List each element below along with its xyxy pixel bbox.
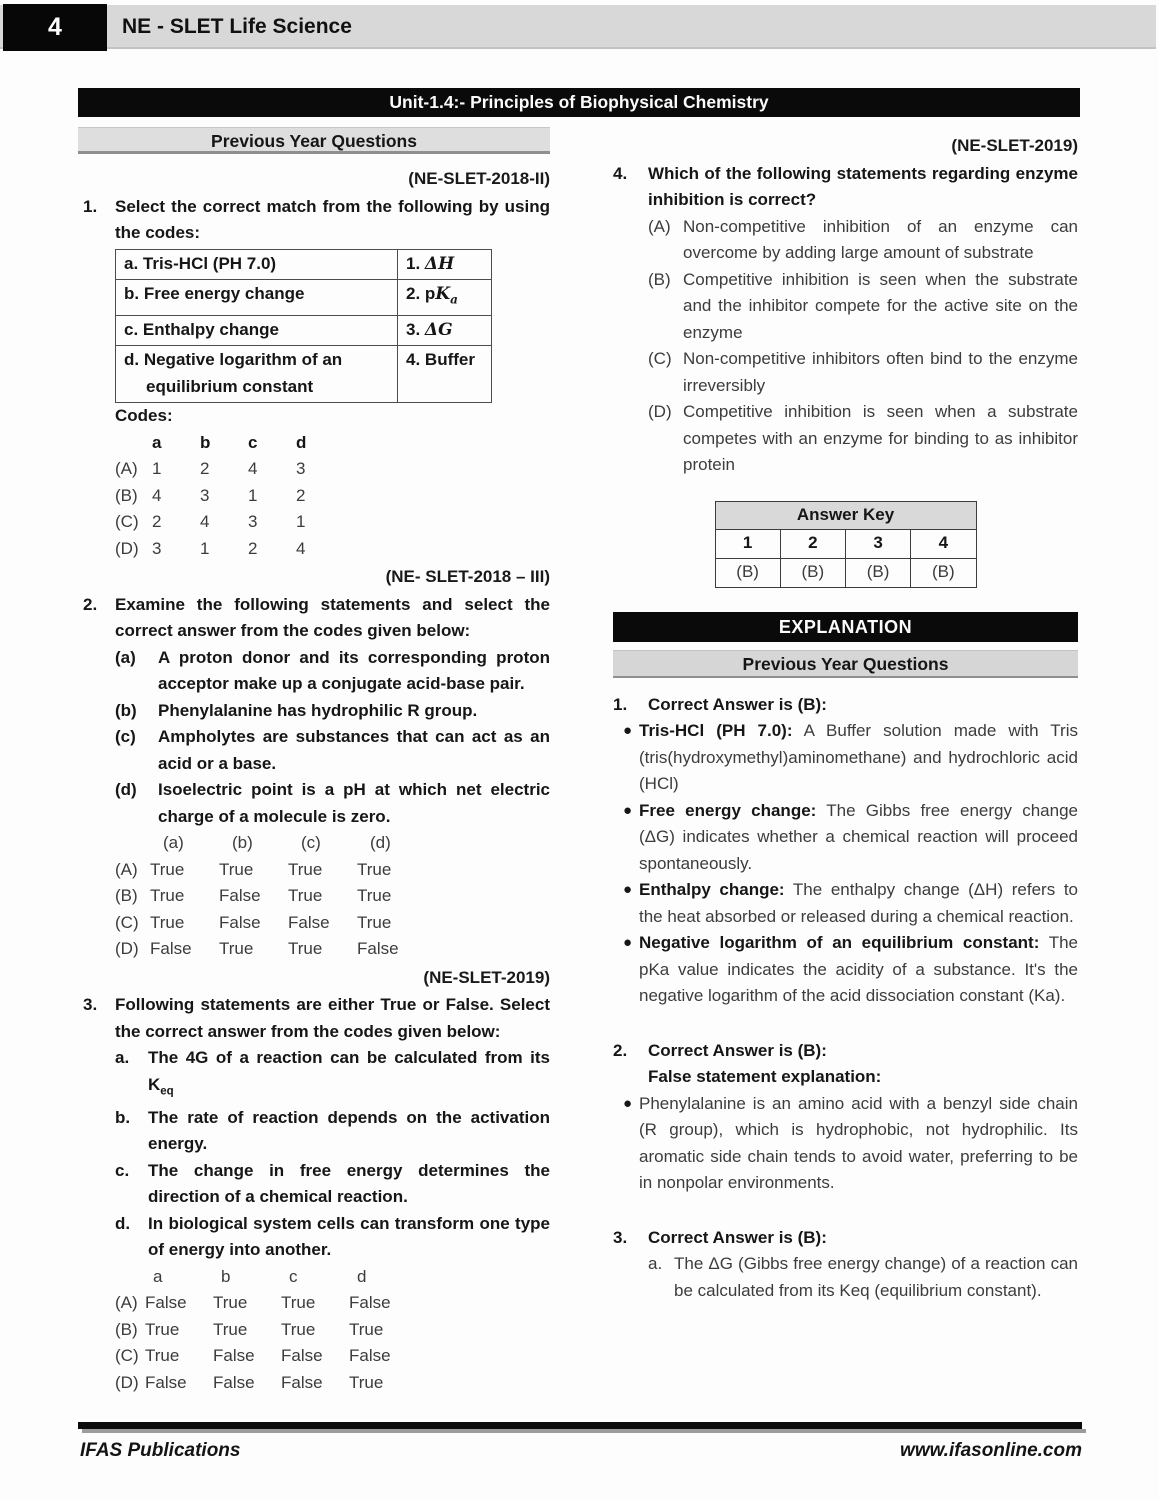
- option-b: (B) Competitive inhibition is seen when the substrate and the inhibitor compete for the active site on the enzyme: [648, 269, 1078, 342]
- match-right-cell: 2. $pK_a$: [398, 280, 492, 316]
- question-4: [613, 161, 1078, 479]
- codes-row: (D) 3 1 2 4: [115, 538, 306, 558]
- bullet-icon: ●: [623, 801, 633, 819]
- answer-key-values: (B) (B) (B) (B): [715, 558, 976, 587]
- option-a: (A) Non-competitive inhibition of an enzyme can overcome by adding large amount of substrate: [648, 216, 1078, 262]
- explanation-3-heading: 3. Correct Answer is (B):: [613, 1227, 827, 1247]
- codes-row: (A) True True True True: [115, 859, 392, 879]
- explanation-3-item: a. The ΔG (Gibbs free energy change) of a reaction can be calculated from its Keq (equilibrium constant).: [648, 1254, 1078, 1300]
- statement: d. In biological system cells can transform one type of energy into another.: [115, 1213, 550, 1260]
- codes-row: (D) False True True False: [115, 939, 399, 959]
- statement: (a) A proton donor and its corresponding proton acceptor make up a conjugate acid-base pair.: [115, 647, 550, 694]
- codes-row: (B) True True True True: [115, 1319, 384, 1339]
- q1-codes-label: Codes:: [115, 406, 173, 426]
- book-title: NE - SLET Life Science: [122, 15, 352, 38]
- codes-row: (A) False True True False: [115, 1293, 391, 1313]
- q3-text: Following statements are either True or False. Select the correct answer from the codes given below:: [115, 995, 550, 1041]
- footer-divider-shadow: [82, 1429, 1086, 1433]
- explanation-2-subheading: False statement explanation:: [648, 1067, 882, 1086]
- footer-divider: [78, 1422, 1082, 1429]
- bullet-icon: ●: [623, 722, 633, 739]
- match-right-cell: 1. ΔH: [398, 249, 492, 280]
- question-3: [78, 992, 550, 1396]
- answer-key-table: [715, 501, 977, 588]
- answer-key-numbers: 1 2 3 4: [715, 529, 976, 558]
- table-row: [116, 346, 492, 403]
- option-d: (D) Competitive inhibition is seen when a substrate competes with an enzyme for binding to as inhibitor protein: [648, 402, 1078, 474]
- statement: c. The change in free energy determines the direction of a chemical reaction.: [115, 1160, 550, 1207]
- codes-row: (B) True False True True: [115, 886, 392, 906]
- q2-codes-grid: [115, 830, 550, 963]
- q4-number: 4.: [613, 163, 628, 183]
- publisher-website: www.ifasonline.com: [900, 1440, 1082, 1461]
- bullet-icon: ●: [623, 934, 633, 951]
- previous-year-questions-header: Previous Year Questions: [78, 127, 550, 154]
- explanation-2-heading: 2. Correct Answer is (B):: [613, 1040, 827, 1060]
- keq-formula: $K_{eq}$: [148, 1074, 174, 1098]
- codes-header-row: a b c d: [153, 1266, 367, 1286]
- q1-number: 1.: [83, 196, 98, 216]
- q1-text: Select the correct match from the following by using the codes:: [115, 196, 550, 242]
- answer-key-title: Answer Key: [715, 501, 976, 529]
- codes-row: (C) 2 4 3 1: [115, 512, 306, 532]
- previous-year-questions-subheader: Previous Year Questions: [613, 650, 1078, 678]
- match-right-cell: 4. Buffer: [398, 346, 492, 403]
- codes-row: (A) 1 2 4 3: [115, 459, 306, 479]
- right-column: [613, 127, 1078, 1304]
- codes-header-row: a b c d: [152, 432, 307, 452]
- q2-number: 2.: [83, 594, 98, 614]
- q4-text: Which of the following statements regarding enzyme inhibition is correct?: [648, 163, 1078, 209]
- bullet-icon: ●: [623, 881, 633, 898]
- unit-title-banner: Unit-1.4:- Principles of Biophysical Chemistry: [78, 88, 1080, 117]
- page-number: 4: [3, 4, 107, 51]
- explanation-bullet: ● Free energy change: The Gibbs free energy change (ΔG) indicates whether a chemical reaction will proceed spontaneously.: [613, 798, 1078, 878]
- match-right-cell: 3. ΔG: [398, 315, 492, 346]
- explanation-bullet: ● Tris-HCl (PH 7.0): A Buffer solution made with Tris (tris(hydroxymethyl)aminomethane) and hydrochloric acid (HCl): [613, 718, 1078, 798]
- q3-number: 3.: [83, 995, 98, 1015]
- q1-codes-grid: [115, 430, 550, 563]
- q3-codes-grid: [115, 1264, 550, 1397]
- top-bar: [0, 5, 1156, 49]
- explanation-banner: EXPLANATION: [613, 612, 1078, 642]
- q3-statements: [115, 1045, 550, 1263]
- match-left-cell: b. Free energy change: [116, 280, 398, 316]
- left-column: [78, 127, 550, 1396]
- explanation-1-heading: 1. Correct Answer is (B):: [613, 694, 827, 714]
- q4-options: [648, 214, 1078, 479]
- match-left-cell: a. Tris-HCl (PH 7.0): [116, 249, 398, 280]
- statement: b. The rate of reaction depends on the activation energy.: [115, 1107, 550, 1154]
- statement: (b) Phenylalanine has hydrophilic R group.: [115, 700, 478, 720]
- codes-row: (C) True False False True: [115, 912, 392, 932]
- statement: (c) Ampholytes are substances that can act as an acid or a base.: [115, 727, 550, 773]
- explanation-bullet: ● Phenylalanine is an amino acid with a benzyl side chain (R group), which is hydrophobic, not hydrophilic. Its aromatic side chain tends to avoid water, preferring to be in nonpolar environments.: [613, 1091, 1078, 1197]
- codes-row: (B) 4 3 1 2: [115, 485, 306, 505]
- bullet-icon: ●: [623, 1094, 633, 1112]
- q1-match-table: [115, 249, 492, 404]
- question-1: [78, 194, 550, 563]
- q2-exam-tag: (NE- SLET-2018 – III): [385, 567, 550, 587]
- explanation-bullet: ● Negative logarithm of an equilibrium constant: The pKa value indicates the acidity of a substance. It's the negative logarithm of the acid dissociation constant (Ka).: [613, 930, 1078, 1010]
- q2-statements: [115, 645, 550, 831]
- q4-exam-tag: (NE-SLET-2019): [951, 136, 1078, 155]
- explanation-bullet: ● Enthalpy change: The enthalpy change (ΔH) refers to the heat absorbed or released during a chemical reaction.: [613, 877, 1078, 930]
- table-row: [116, 280, 492, 316]
- q2-text: Examine the following statements and select the correct answer from the codes given below:: [115, 594, 550, 641]
- table-row: [116, 249, 492, 280]
- table-row: [116, 315, 492, 346]
- q1-exam-tag: (NE-SLET-2018-II): [408, 169, 550, 188]
- codes-row: (D) False False False True: [115, 1372, 384, 1392]
- match-left-cell: c. Enthalpy change: [116, 315, 398, 346]
- question-2: [78, 592, 550, 963]
- statement: (d) Isoelectric point is a pH at which net electric charge of a molecule is zero.: [115, 780, 550, 826]
- match-left-cell: d. Negative logarithm of an equilibrium constant: [116, 346, 398, 403]
- option-c: (C) Non-competitive inhibitors often bind to the enzyme irreversibly: [648, 349, 1078, 395]
- publisher-name: IFAS Publications: [80, 1440, 241, 1461]
- q3-exam-tag: (NE-SLET-2019): [423, 967, 550, 987]
- codes-header-row: (a) (b) (c) (d): [163, 833, 391, 853]
- codes-row: (C) True False False False: [115, 1346, 391, 1366]
- statement: a. The 4G of a reaction can be calculated from its $K_{eq}$: [115, 1048, 550, 1098]
